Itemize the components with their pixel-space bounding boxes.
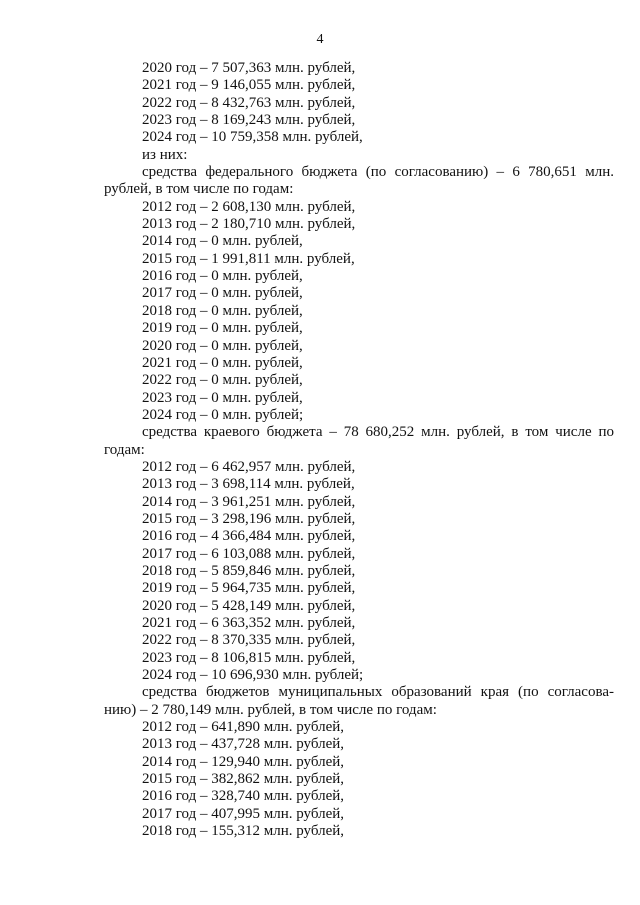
total-year-line: 2021 год – 9 146,055 млн. рублей,: [142, 77, 356, 94]
federal-budget-section: [104, 164, 614, 424]
federal-year-line: 2020 год – 0 млн. рублей,: [142, 337, 303, 354]
document-body: [104, 60, 614, 840]
regional-budget-section: [104, 424, 614, 684]
regional-year-line: 2023 год – 8 106,815 млн. рублей,: [142, 649, 356, 666]
total-year-line: 2024 год – 10 759,358 млн. рублей,: [142, 129, 363, 146]
regional-year-line: 2024 год – 10 696,930 млн. рублей;: [142, 667, 364, 684]
regional-intro-line-1: средства краевого бюджета – 78 680,252 млн. рублей, в том числе по: [142, 424, 614, 441]
municipal-year-line: 2018 год – 155,312 млн. рублей,: [142, 823, 345, 840]
municipal-year-line: 2013 год – 437,728 млн. рублей,: [142, 736, 345, 753]
total-year-line: 2022 год – 8 432,763 млн. рублей,: [142, 94, 356, 111]
regional-year-line: 2012 год – 6 462,957 млн. рублей,: [142, 458, 356, 475]
regional-year-line: 2017 год – 6 103,088 млн. рублей,: [142, 545, 356, 562]
municipal-intro-line-1: средства бюджетов муниципальных образований края (по согласова-: [142, 684, 614, 701]
federal-year-line: 2019 год – 0 млн. рублей,: [142, 320, 303, 337]
municipal-year-line: 2017 год – 407,995 млн. рублей,: [142, 805, 345, 822]
regional-year-line: 2022 год – 8 370,335 млн. рублей,: [142, 632, 356, 649]
page-number: 4: [316, 32, 324, 47]
federal-year-line: 2024 год – 0 млн. рублей;: [142, 406, 304, 423]
municipal-year-line: 2014 год – 129,940 млн. рублей,: [142, 753, 345, 770]
federal-intro-line-2: рублей, в том числе по годам:: [104, 181, 294, 198]
municipal-year-line: 2015 год – 382,862 млн. рублей,: [142, 771, 345, 788]
regional-year-line: 2019 год – 5 964,735 млн. рублей,: [142, 580, 356, 597]
federal-year-line: 2013 год – 2 180,710 млн. рублей,: [142, 216, 356, 233]
total-by-year-list: [104, 60, 614, 147]
regional-year-line: 2021 год – 6 363,352 млн. рублей,: [142, 615, 356, 631]
regional-intro-line-2: годам:: [104, 441, 145, 458]
regional-year-line: 2016 год – 4 366,484 млн. рублей,: [142, 528, 356, 545]
federal-year-line: 2023 год – 0 млн. рублей,: [142, 389, 303, 406]
federal-intro-line-1: средства федерального бюджета (по согласованию) – 6 780,651 млн.: [142, 164, 614, 181]
municipal-intro-line-2: нию) – 2 780,149 млн. рублей, в том числе по годам:: [104, 701, 437, 718]
regional-year-line: 2018 год – 5 859,846 млн. рублей,: [142, 562, 356, 579]
municipal-year-line: 2016 год – 328,740 млн. рублей,: [142, 788, 345, 805]
federal-year-line: 2016 год – 0 млн. рублей,: [142, 268, 303, 285]
regional-year-line: 2013 год – 3 698,114 млн. рублей,: [142, 476, 355, 493]
federal-year-line: 2014 год – 0 млн. рублей,: [142, 233, 303, 250]
total-year-line: 2023 год – 8 169,243 млн. рублей,: [142, 112, 356, 129]
municipal-year-line: 2012 год – 641,890 млн. рублей,: [142, 719, 345, 736]
regional-year-line: 2014 год – 3 961,251 млн. рублей,: [142, 493, 356, 510]
total-year-line: 2020 год – 7 507,363 млн. рублей,: [142, 60, 356, 76]
municipal-budget-section: [104, 684, 614, 840]
regional-year-line: 2020 год – 5 428,149 млн. рублей,: [142, 597, 356, 614]
of-which-label: из них:: [142, 146, 188, 163]
regional-year-line: 2015 год – 3 298,196 млн. рублей,: [142, 510, 356, 527]
federal-year-line: 2022 год – 0 млн. рублей,: [142, 372, 303, 389]
federal-year-line: 2017 год – 0 млн. рублей,: [142, 285, 303, 302]
federal-year-line: 2015 год – 1 991,811 млн. рублей,: [142, 250, 355, 267]
federal-year-line: 2018 год – 0 млн. рублей,: [142, 302, 303, 319]
federal-year-line: 2012 год – 2 608,130 млн. рублей,: [142, 198, 356, 215]
federal-year-line: 2021 год – 0 млн. рублей,: [142, 354, 303, 371]
